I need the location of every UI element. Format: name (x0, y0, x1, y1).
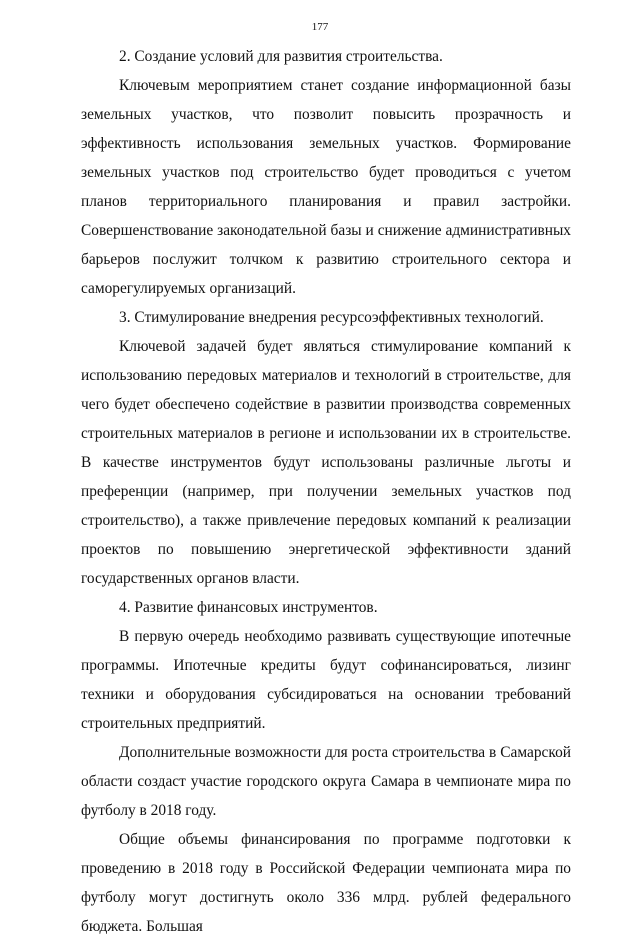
paragraph-financing-volume: Общие объемы финансирования по программе подготовки к проведению в 2018 году в Российской Федерации чемпионата мира по футболу могут достигнуть около 336 млрд. рублей федерального бюджета. Большая (81, 831, 571, 935)
page-number: 177 (311, 21, 329, 33)
paragraph-land-database: Ключевым мероприятием станет создание информационной базы земельных участков, что позволит повысить прозрачность и эффективность использования земельных участков. Формирование земельных участков под строительство будет проводиться с учетом планов территориального планирования и правил застройки. Совершенствование законодательной базы и снижение административных барьеров послужит толчком к развитию строительного сектора и саморегулируемых организаций. (81, 77, 571, 297)
paragraph-advanced-materials: Ключевой задачей будет являться стимулирование компаний к использованию передовых материалов и технологий в строительстве, для чего будет обеспечено содействие в развитии производства современных строительных материалов в регионе и использовании их в строительстве. В качестве инструментов будут использованы различные льготы и преференции (например, при получении земельных участков под строительство), а также привлечение передовых компаний к реализации проектов по повышению энергетической эффективности зданий государственных органов власти. (81, 338, 571, 587)
document-body (81, 42, 571, 941)
paragraph-world-cup-opportunities: Дополнительные возможности для роста строительства в Самарской области создаст участие городского округа Самара в чемпионате мира по футболу в 2018 году. (81, 744, 571, 819)
paragraph-mortgage-programs: В первую очередь необходимо развивать существующие ипотечные программы. Ипотечные кредиты будут софинансироваться, лизинг техники и оборудования субсидироваться на основании требований строительных предприятий. (81, 628, 571, 732)
paragraph-heading-construction-conditions: 2. Создание условий для развития строительства. (119, 48, 443, 65)
paragraph-heading-financial-instruments: 4. Развитие финансовых инструментов. (119, 599, 378, 616)
paragraph-heading-resource-technologies: 3. Стимулирование внедрения ресурсоэффективных технологий. (119, 309, 544, 326)
